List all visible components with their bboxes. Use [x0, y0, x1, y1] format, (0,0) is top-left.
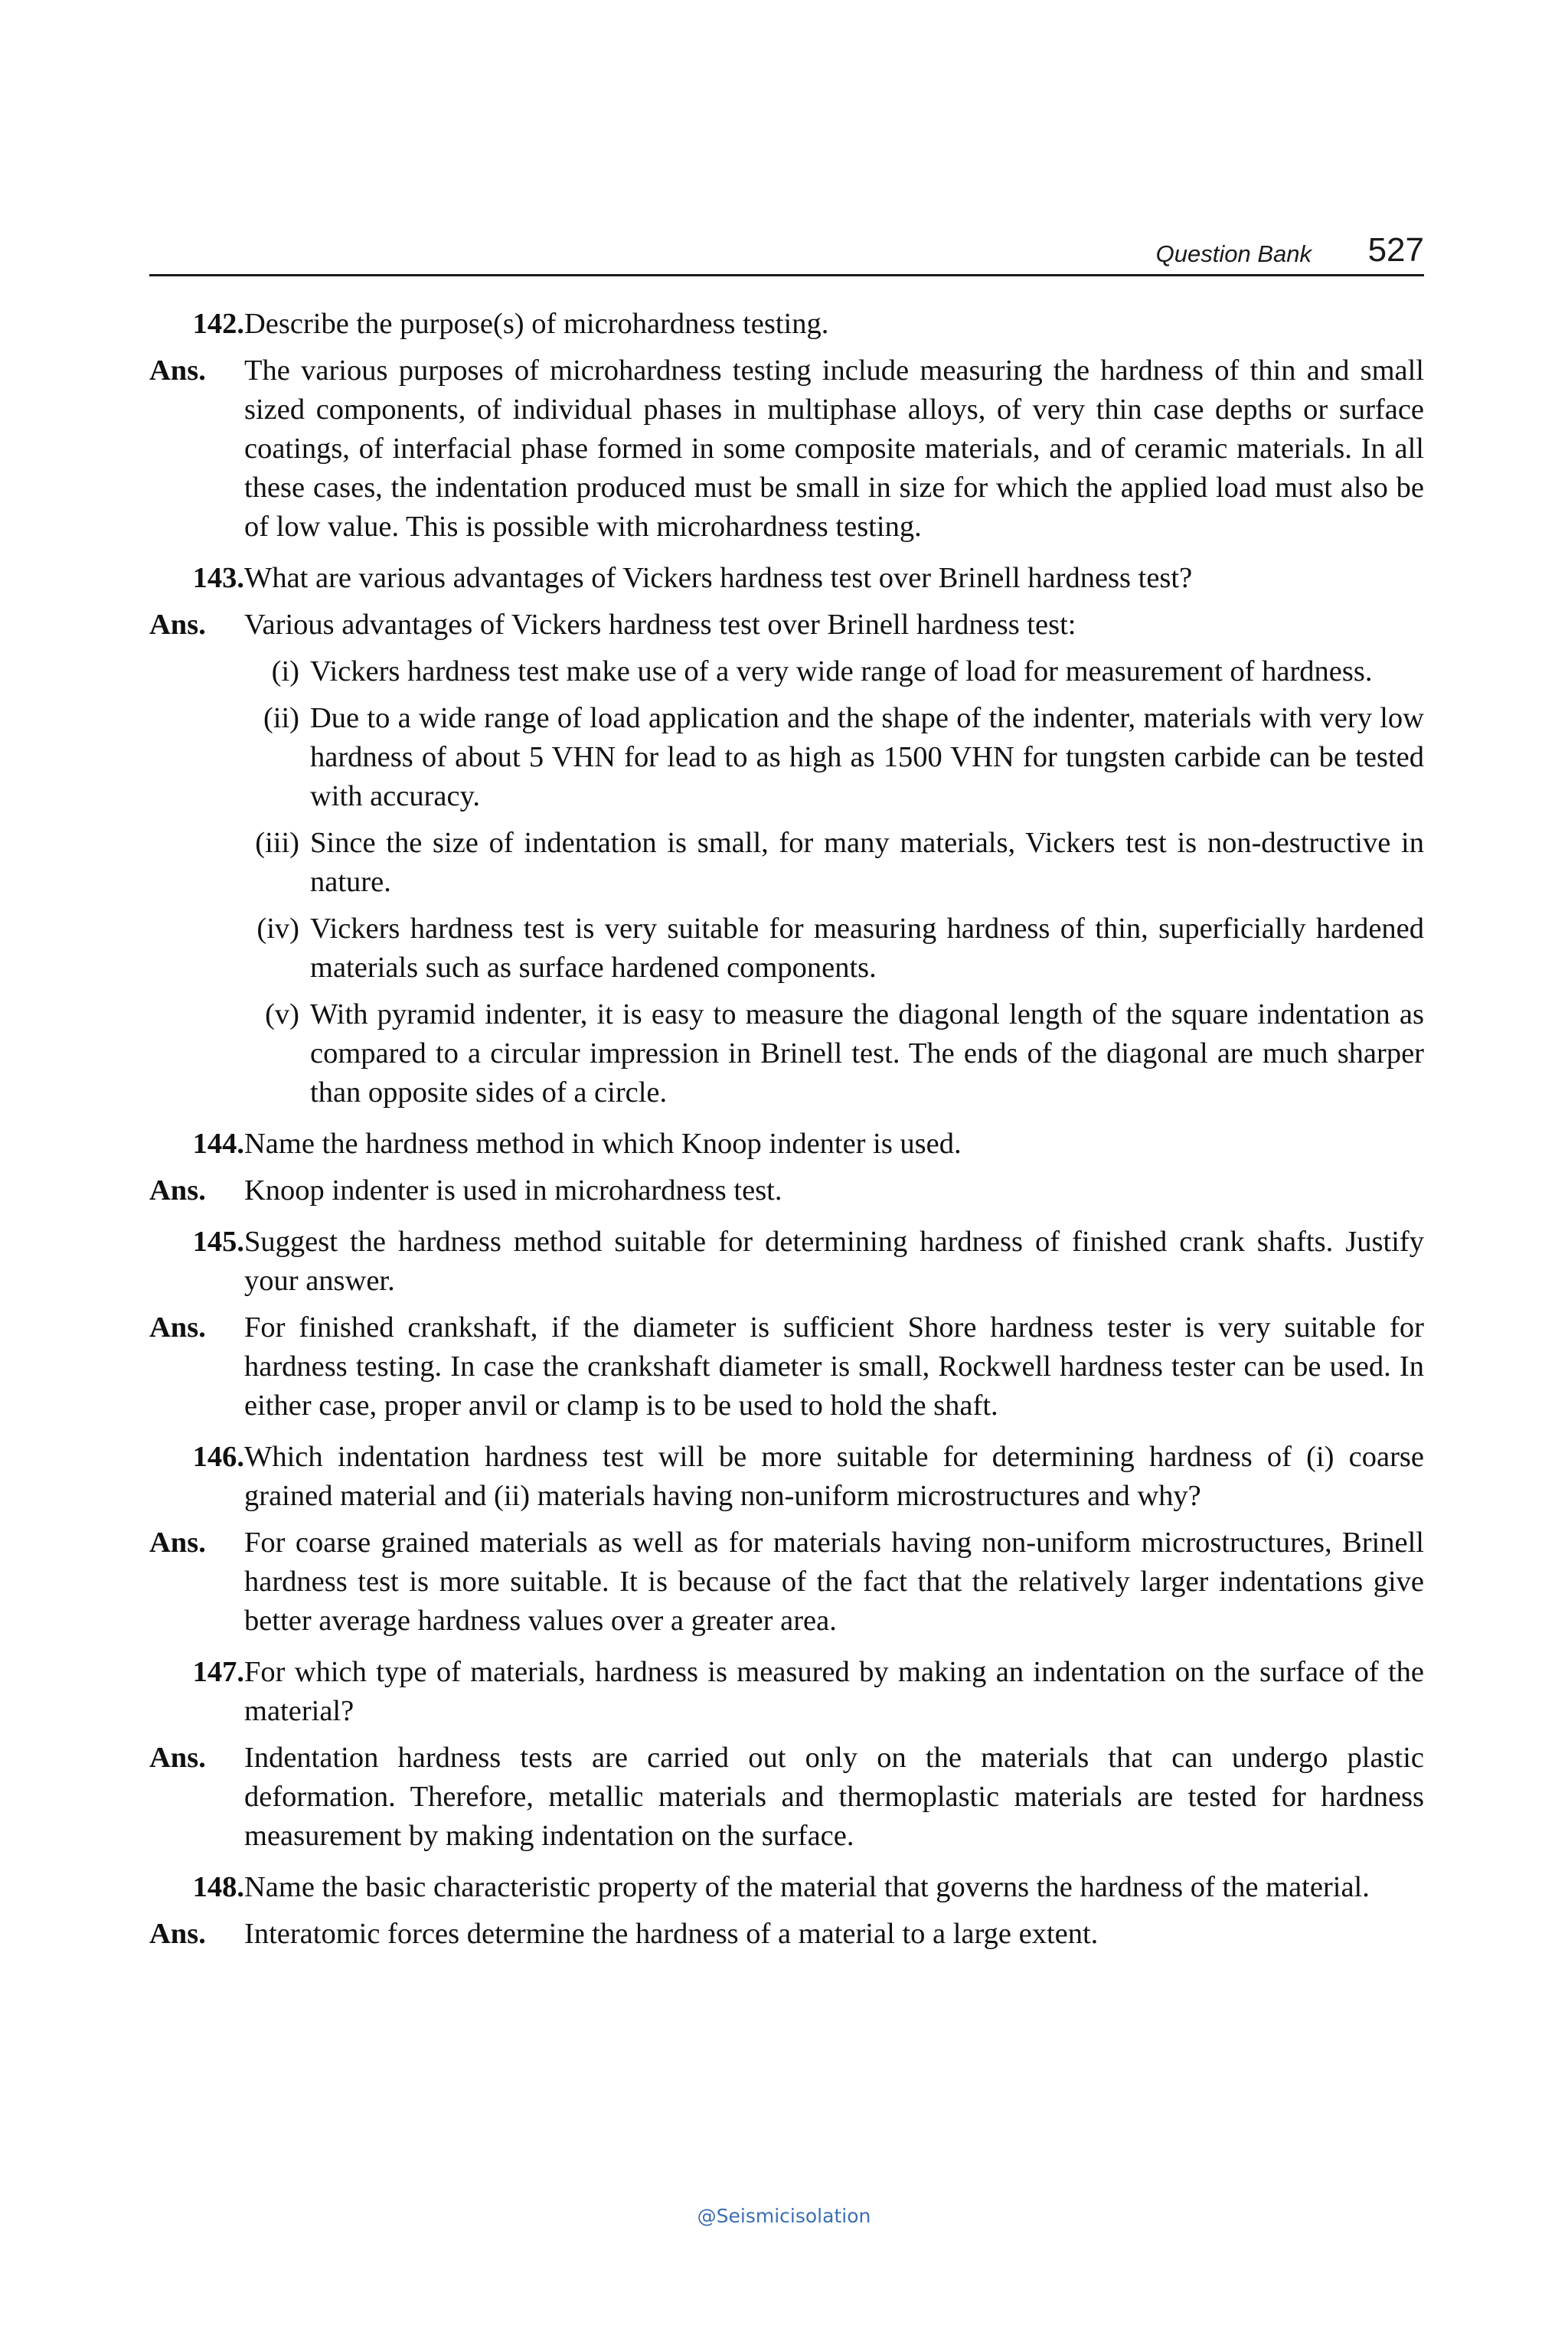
question-row [149, 559, 1424, 598]
page-header [149, 230, 1424, 276]
list-item-text: Vickers hardness test is very suitable for measuring hardness of thin, superficially hardened materials such as surface hardened components. [310, 913, 1424, 984]
question-row [149, 1438, 1424, 1516]
question-text: Name the basic characteristic property of the material that governs the hardness of the material. [244, 1871, 1370, 1903]
list-item-numeral: (ii) [263, 702, 299, 734]
qa-block-146 [149, 1438, 1424, 1641]
qa-block-142 [149, 305, 1424, 547]
question-row [149, 1223, 1424, 1301]
question-number: 146. [192, 1441, 244, 1473]
list-item [149, 652, 1424, 691]
question-row [149, 1868, 1424, 1907]
list-item-text: With pyramid indenter, it is easy to measure the diagonal length of the square indentation as compared to a circular impression in Brinell test. The ends of the diagonal are much sharper than opposite sides of a circle. [310, 998, 1424, 1109]
question-number: 144. [192, 1128, 244, 1160]
answer-text: Various advantages of Vickers hardness test over Brinell hardness test: [244, 609, 1076, 641]
answer-row [149, 1915, 1424, 1954]
list-item [149, 824, 1424, 902]
question-number: 148. [192, 1871, 244, 1903]
qa-block-145 [149, 1223, 1424, 1425]
question-text: For which type of materials, hardness is measured by making an indentation on the surface of the material? [244, 1656, 1424, 1727]
answer-text: Interatomic forces determine the hardness of a material to a large extent. [244, 1918, 1099, 1950]
answer-label: Ans. [149, 1174, 206, 1207]
list-item-text: Due to a wide range of load application and the shape of the indenter, materials with very low hardness of about 5 VHN for lead to as high as 1500 VHN for tungsten carbide can be tested with accuracy. [310, 702, 1424, 812]
question-text: Which indentation hardness test will be more suitable for determining hardness of (i) coarse grained material and (ii) materials having non-uniform microstructures and why? [244, 1441, 1424, 1512]
list-item-text: Vickers hardness test make use of a very wide range of load for measurement of hardness. [310, 655, 1373, 687]
list-item [149, 995, 1424, 1112]
list-item-numeral: (i) [271, 655, 299, 687]
answer-label: Ans. [149, 1311, 206, 1344]
list-item [149, 699, 1424, 816]
question-text: Name the hardness method in which Knoop indenter is used. [244, 1128, 962, 1160]
answer-label: Ans. [149, 609, 206, 641]
watermark: @Seismicisolation [697, 2205, 871, 2227]
page-number: 527 [1367, 231, 1424, 269]
qa-block-143 [149, 559, 1424, 1112]
list-item-numeral: (v) [265, 998, 299, 1030]
qa-block-144 [149, 1125, 1424, 1210]
qa-block-148 [149, 1868, 1424, 1954]
question-number: 143. [192, 562, 244, 594]
qa-block-147 [149, 1653, 1424, 1856]
question-text: Suggest the hardness method suitable for determining hardness of finished crank shafts. Justify your answer. [244, 1226, 1424, 1297]
question-number: 145. [192, 1226, 244, 1258]
question-row [149, 305, 1424, 344]
answer-label: Ans. [149, 1742, 206, 1774]
question-row [149, 1125, 1424, 1164]
question-number: 147. [192, 1656, 244, 1688]
question-text: What are various advantages of Vickers hardness test over Brinell hardness test? [244, 562, 1193, 594]
answer-row [149, 1308, 1424, 1425]
answer-row [149, 351, 1424, 547]
answer-text: Knoop indenter is used in microhardness test. [244, 1174, 782, 1207]
question-number: 142. [192, 308, 244, 340]
answer-label: Ans. [149, 1918, 206, 1950]
list-item-numeral: (iv) [256, 913, 299, 945]
answer-row [149, 606, 1424, 645]
answer-text: For coarse grained materials as well as for materials having non-uniform microstructures, Brinell hardness test is more suitable. It is because of the fact that the relatively larger indentations give better average hardness values over a greater area. [244, 1527, 1424, 1637]
answer-row [149, 1739, 1424, 1856]
answer-text: Indentation hardness tests are carried out only on the materials that can undergo plastic deformation. Therefore, metallic materials and thermoplastic materials are tested for hardness measurement by making indentation on the surface. [244, 1742, 1424, 1852]
answer-label: Ans. [149, 1527, 206, 1559]
list-item [149, 910, 1424, 988]
advantage-list [149, 652, 1424, 1112]
answer-text: The various purposes of microhardness testing include measuring the hardness of thin and small sized components, of individual phases in multiphase alloys, of very thin case depths or surface coatings, of interfacial phase formed in some composite materials, and of ceramic materials. In all these cases, the indentation produced must be small in size for which the applied load must also be of low value. This is possible with microhardness testing. [244, 354, 1424, 543]
answer-text: For finished crankshaft, if the diameter is sufficient Shore hardness tester is very suitable for hardness testing. In case the crankshaft diameter is small, Rockwell hardness tester can be used. In either case, proper anvil or clamp is to be used to hold the shaft. [244, 1311, 1424, 1422]
question-list [149, 305, 1424, 1966]
question-row [149, 1653, 1424, 1731]
answer-row [149, 1523, 1424, 1641]
list-item-text: Since the size of indentation is small, for many materials, Vickers test is non-destructive in nature. [310, 827, 1424, 898]
running-title: Question Bank [1155, 240, 1312, 267]
question-text: Describe the purpose(s) of microhardness testing. [244, 308, 829, 340]
list-item-numeral: (iii) [255, 827, 299, 859]
answer-label: Ans. [149, 354, 206, 387]
answer-row [149, 1171, 1424, 1210]
